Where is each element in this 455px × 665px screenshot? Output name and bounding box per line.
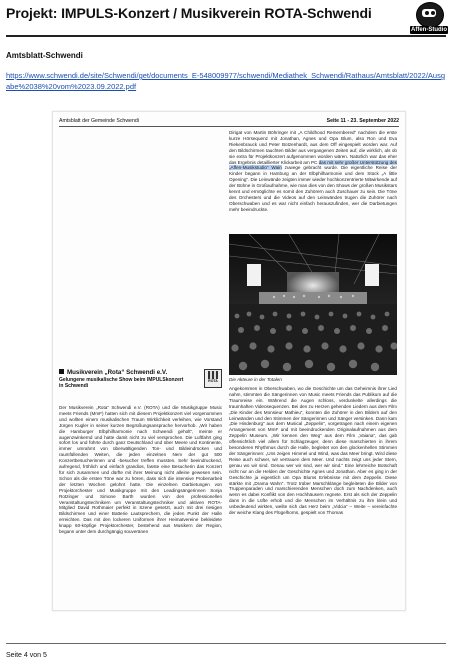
article-paragraph: Der Musikverein „Rota“ Schwendi e.V. (ROTA) und die Musikgruppe Music meets Friends (MmF) hatten sich mit diesem Projektkonzert viel vorgenommen und wollten einem musikalischen Traum Wirklichkeit verleihen, wie Vorstand Jürgen Kugler in seiner kurzen Begrüßungsansprache hervorhob. „Wir haben die Hamburger Elbphilharmonie nach Schwendi geholt“, meinte er augenzwinkernd und hatte damit nicht zu viel versprochen. Die Luftfahrt ging sofort los und führte durch ganz Deutschland und über Meere und Kontinente, immer umrahmt von überwältigenden Ton- und Bildeindrücken und raumfüllenden Weiten, die jeden einzelnen Nerv der gut 500 Konzertbesucherinnen und -besucher treffen mussten. Sehr beeindruckend, aufregend, fröhlich und einfach grandios, fasste eine Besucherin das Konzert für sich zusammen und dürfte mit ihrer Meinung nicht alleine gewesen sein. Schon als die ersten Töne war zu hören, dass sich die intensive Probenarbeit der letzten Wochen gelohnt hatte. Die einzelnen Darbietungen von Projektorchester und Musikgruppe mit den Leadingsängerinnen Sonja Rotzinger und Simone Barth wurden von den professionellen Veranstaltungstechnikern um Veranstaltungstechniker und aktiven ROTA-Mitglied David Rothmaier perfekt in Szene gesetzt, auch mit drei riesigen Bildschirmen und einer Batterie Lautsprechern, die jeden Punkt der Halle erreichten. Das mit den lockeren Uniformen ihrer Heimatvereine bekleidete knapp 60-köpfige Projektorchester, bestehend aus Musikern der Region, begann unter dem durchgängig souveränen bbox=[59, 405, 222, 535]
bullet-square-icon bbox=[59, 369, 64, 374]
clipping-header-rule bbox=[59, 126, 399, 127]
article-text-right-top bbox=[229, 130, 397, 213]
article-headline-block bbox=[59, 369, 222, 403]
empty-column-area bbox=[59, 132, 222, 367]
photo-caption: Die Akteure in der Totalen bbox=[229, 377, 282, 382]
section-label: Amtsblatt-Schwendi bbox=[6, 51, 83, 60]
club-crest-text: ROTA bbox=[208, 379, 218, 383]
article-text-segment: zuwege gebracht wurde. Die eigentliche Reise der Kinder begann in Hamburg an der Elbphilharmonie und dem Stück „A little Opening“. Die Leinwände zeigten immer wieder hochkonzentrierte Mitwirkende auf der Bühne in Großaufnahme, wie man dies von den Shows der großen Musikstars kennt und ermöglichte es somit den Zuhörern auch Zuschauer zu sein. Die Töne des Orchesters und die Videos auf den Leinwänden trugen die Zuhörer nach Oberschwaben und es war nicht einfach herauszufinden, wer die Darbietungen mehr beeindruckte. bbox=[229, 165, 398, 212]
header-divider bbox=[6, 35, 446, 37]
footer-divider bbox=[6, 643, 446, 644]
article-paragraph: Angekommen in Oberschwaben, wo die Geschichte um das Geheimnis ihrer Lied nahm, stimmten die Sängerinnen von Music meets Friends das Publikum auf die Traumreise ein. Während die Augen schloss, verdunkelte allerdings die traumhaften Videosequenzen. Bei den zu Herzen gehenden Liedern aus dem Film „Die Kinder des Monsieur Mathieu“, konnten die Zuhörer in den Bildern auf den Leinwänden und den Stimmen der Sängerinnen und Sänger versinken. Dann kam „Die Hindenburg“ aus dem Musical „Zeppelin“, vorgetragen nach einem eigenen Arrangement von MmF und mit beeindruckenden Originalaufnahmen aus dem Zeppelin Museum. „Wir kennen den Weg“ aus dem Film „Vaiana“, das gab offensichtlich viel allem für Schlagzeuger, denn diese marschierten in ihrem besonderen Rhythmus durch die Halle, begleitet von den glockenhellen Stimmen der Sängerinnen: „Uns zeigen Himmel und Wind, was das Meer bringt. Wird diese Reise auch schwer, wir vertrauen dem Meer. Und nachts zeigt uns jeder Stern, genau wo wir sind. Genau wer wir sind, wer wir sind.“ Eine lehrreiche Botschaft nicht nur an die Helden der Geschichte Agnes und Jonathan. Aber es ging in der Geschichte ja eigentlich um Opa Blums Erlebnisse mit dem Zeppelin. Diese stärkte mit „Drama Wahn“. Trotz trüber Marschklänge begleiteten die Bilder von Truppenparaden und marschierenden Menschen doch zum Nachdenken, auch wenn es dabei Konflikt von den Hochhäusern regnete. Erst als sich der Zeppelin dann in die Lüfte erhob und die Menschen im Verhältnis zu ihm klein und unbedeutend wirkten, weilte sich das Herz beim „Vidcia“ – Weite – vereinfachte der weiche Klang des Flügelhorns, gespielt von Thomas bbox=[229, 386, 397, 516]
paper-page-info: Seite 11 - 23. September 2022 bbox=[326, 118, 399, 124]
concert-hall-image bbox=[229, 234, 397, 375]
logo-text: Affen-Studio bbox=[411, 27, 447, 33]
article-text-left bbox=[59, 405, 222, 535]
page-title: Projekt: IMPULS-Konzert / Musikverein ROTA-Schwendi bbox=[6, 5, 372, 21]
source-document-link[interactable]: https://www.schwendi.de/site/Schwendi/get/documents_E-548009977/schwendi/Mediathek_Schwendi/Rathaus/Amtsblatt/2022/Ausgabe%2038%20vom%2023.09.2022.pdf bbox=[6, 71, 446, 91]
concert-photo bbox=[229, 234, 397, 375]
paper-name: Amtsblatt der Gemeinde Schwendi bbox=[59, 118, 139, 124]
affen-studio-logo bbox=[410, 2, 448, 34]
club-crest-icon bbox=[204, 369, 222, 388]
highlighted-text: das mit sehr großer Unterstützung des „Affen-Musikstudio“ Wain bbox=[229, 159, 398, 171]
article-text-right-bottom bbox=[229, 386, 397, 516]
article-text-segment: Dirigat von Martin Böhringer mit „A Childhood Remembered“ nachdem die erste kurze Hörsequenz mit Jonathan, Agnes und Opa Blum, also Ron und Eva Riekenbrauck und Peter Botzenhardt, aus dem Off eingespielt worden war. Auf den Bildschirmen tauchten Bilder aus vergangenen Zeiten auf, die wirklich, als ob sie extra für Projektkonzert aufgenommen worden wären. Natürlich war das eher das Ergebnis detaillierter Klickarbeit am PC bbox=[229, 130, 397, 165]
page-number: Seite 4 von 5 bbox=[6, 652, 47, 659]
article-subheadline: Gelungene musikalische Show beim IMPULSkonzert in Schwendi bbox=[59, 377, 184, 389]
page-header bbox=[6, 5, 406, 29]
logo-badge-icon bbox=[416, 2, 444, 28]
newspaper-clipping bbox=[52, 111, 406, 611]
article-headline bbox=[59, 369, 222, 376]
article-headline-text: Musikverein „Rota“ Schwendi e.V. bbox=[67, 369, 168, 376]
